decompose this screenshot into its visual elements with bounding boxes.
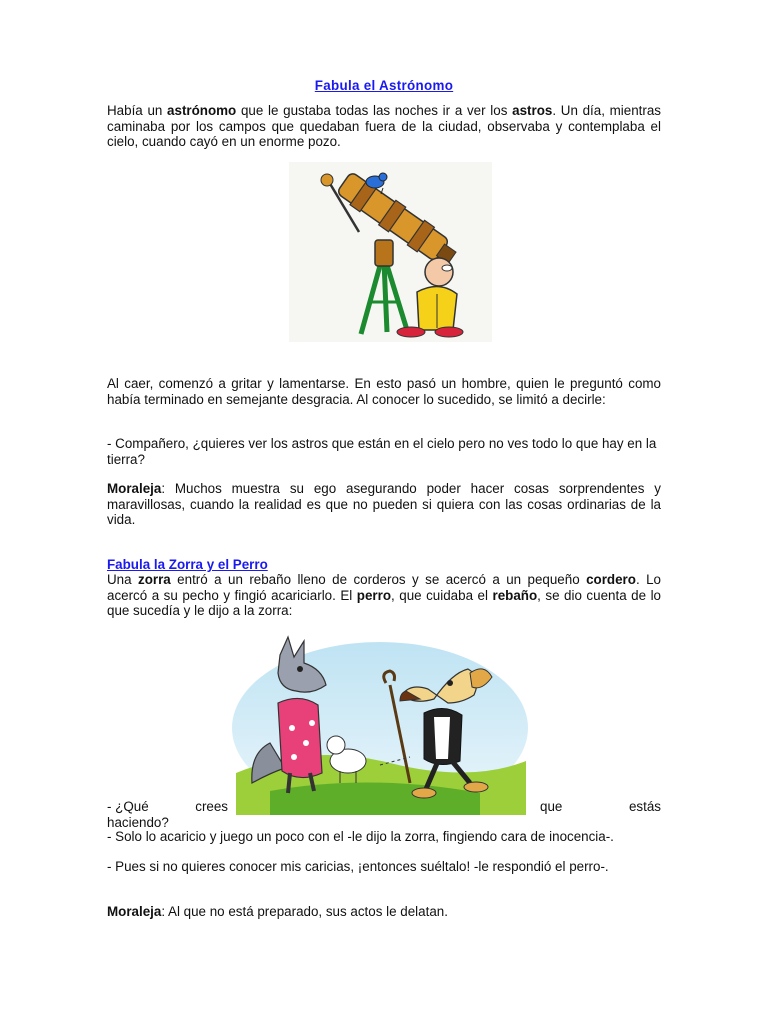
fable2-title[interactable]: Fabula la Zorra y el Perro (107, 557, 268, 572)
text: Una (107, 572, 138, 587)
text: entró a un rebaño lleno de corderos y se acercó a un pequeño (170, 572, 587, 587)
moral-text: : Muchos muestra su ego asegurando poder hacer cosas sorprendentes y maravillosas, cuando la realidad es que no pueden si quiera con las cosas ordinarias de la vida. (107, 481, 661, 528)
dialog-word: que (540, 799, 563, 814)
dialog-line-3: - Pues si no quieres conocer mis caricias, ¡entonces suéltalo! -le respondió el perro-. (107, 859, 609, 874)
dialog-word: estás (628, 799, 661, 814)
bold-word: cordero (586, 572, 636, 587)
fable1-paragraph2: Al caer, comenzó a gritar y lamentarse. En esto pasó un hombre, quien le preguntó como había terminado en semejante desgracia. Al conocer lo sucedido, se limitó a decirle: (107, 376, 661, 407)
text: , que cuidaba el (391, 587, 493, 603)
moral-label: Moraleja (107, 904, 162, 919)
text: que le gustaba todas las noches ir a ver los (236, 103, 513, 118)
bold-word: rebaño (492, 587, 538, 603)
man-head (425, 258, 453, 286)
bold-word: perro (356, 587, 392, 603)
moral-text: : Al que no está preparado, sus actos le delatan. (161, 904, 448, 919)
text: . Lo acercó a su pecho y fingió acariciarlo. El (107, 572, 661, 603)
moral-label: Moraleja (107, 481, 162, 496)
astronomer-illustration (289, 162, 492, 342)
tripod-leg (384, 262, 387, 332)
dialog-line-2: - Solo lo acaricio y juego un poco con el -le dijo la zorra, fingiendo cara de inocencia-. (107, 829, 614, 844)
fable1-title[interactable]: Fabula el Astrónomo (314, 78, 454, 93)
fable2-paragraph1 (107, 572, 661, 619)
text: . Un día, mientras caminaba por los campos que quedaban fuera de la ciudad, observaba y contemplaba el cielo, cuando cayó en un enorme pozo. (107, 103, 661, 150)
text: , se dio cuenta de lo que sucedía y le dijo a la zorra: (107, 587, 661, 619)
fox-and-dog-illustration (230, 633, 529, 815)
dialog-line-1 (107, 799, 661, 830)
fable1-paragraph1 (107, 103, 661, 150)
fable1-moral (107, 481, 661, 528)
text: Había un (107, 103, 168, 118)
bold-word: astros (512, 103, 553, 118)
dialog-word: crees (195, 799, 228, 814)
fox-dress (278, 698, 322, 777)
bold-word: zorra (138, 572, 171, 587)
fable1-paragraph3: - Compañero, ¿quieres ver los astros que están en el cielo pero no ves todo lo que hay en la tierra? (107, 436, 657, 467)
bold-word: astrónomo (167, 103, 237, 118)
dialog-continuation: haciendo? (107, 814, 169, 830)
dialog-word: - ¿Qué (107, 799, 149, 814)
fable2-moral (107, 904, 661, 920)
